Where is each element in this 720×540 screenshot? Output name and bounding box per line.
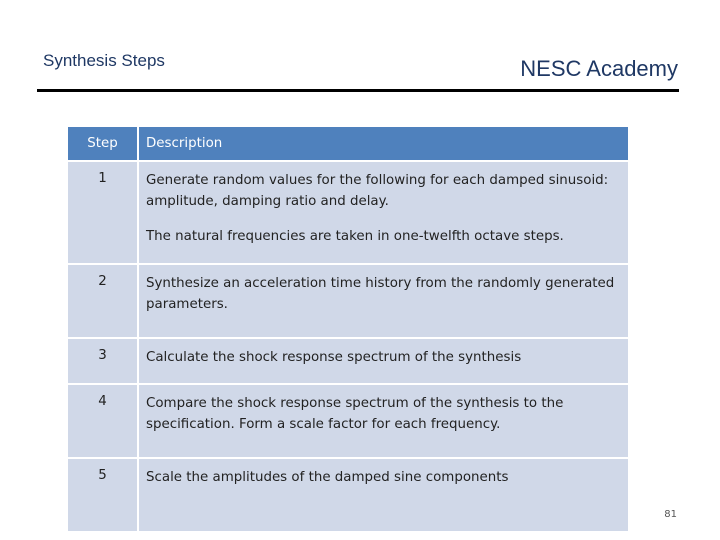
step-description bbox=[138, 384, 629, 458]
table-header-row bbox=[67, 126, 629, 161]
step-description bbox=[138, 264, 629, 338]
table-row bbox=[67, 384, 629, 458]
table-row bbox=[67, 338, 629, 384]
column-header-description: Description bbox=[138, 126, 629, 161]
organization-title: NESC Academy bbox=[520, 56, 678, 81]
step-number: 1 bbox=[67, 161, 138, 264]
page-number: 81 bbox=[664, 509, 677, 520]
column-header-step: Step bbox=[67, 126, 138, 161]
table-row bbox=[67, 161, 629, 264]
header-divider bbox=[37, 89, 679, 92]
step-description-text: Compare the shock response spectrum of the synthesis to the specification. Form a scale factor for each frequency. bbox=[146, 396, 564, 432]
step-description-text: Synthesize an acceleration time history from the randomly generated parameters. bbox=[146, 276, 615, 312]
step-number: 2 bbox=[67, 264, 138, 338]
step-description bbox=[138, 338, 629, 384]
step-description bbox=[138, 458, 629, 532]
step-description-text: Generate random values for the following for each damped sinusoid: amplitude, damping ratio and delay. bbox=[146, 173, 609, 209]
step-number: 5 bbox=[67, 458, 138, 532]
steps-table bbox=[66, 125, 630, 533]
slide-subtitle: Synthesis Steps bbox=[43, 51, 165, 70]
step-number: 3 bbox=[67, 338, 138, 384]
step-number: 4 bbox=[67, 384, 138, 458]
step-description bbox=[138, 161, 629, 264]
step-description-text: The natural frequencies are taken in one-twelfth octave steps. bbox=[146, 229, 564, 244]
step-description-text: Calculate the shock response spectrum of the synthesis bbox=[146, 350, 522, 365]
table-row bbox=[67, 458, 629, 532]
table-row bbox=[67, 264, 629, 338]
step-description-text: Scale the amplitudes of the damped sine components bbox=[146, 470, 509, 485]
